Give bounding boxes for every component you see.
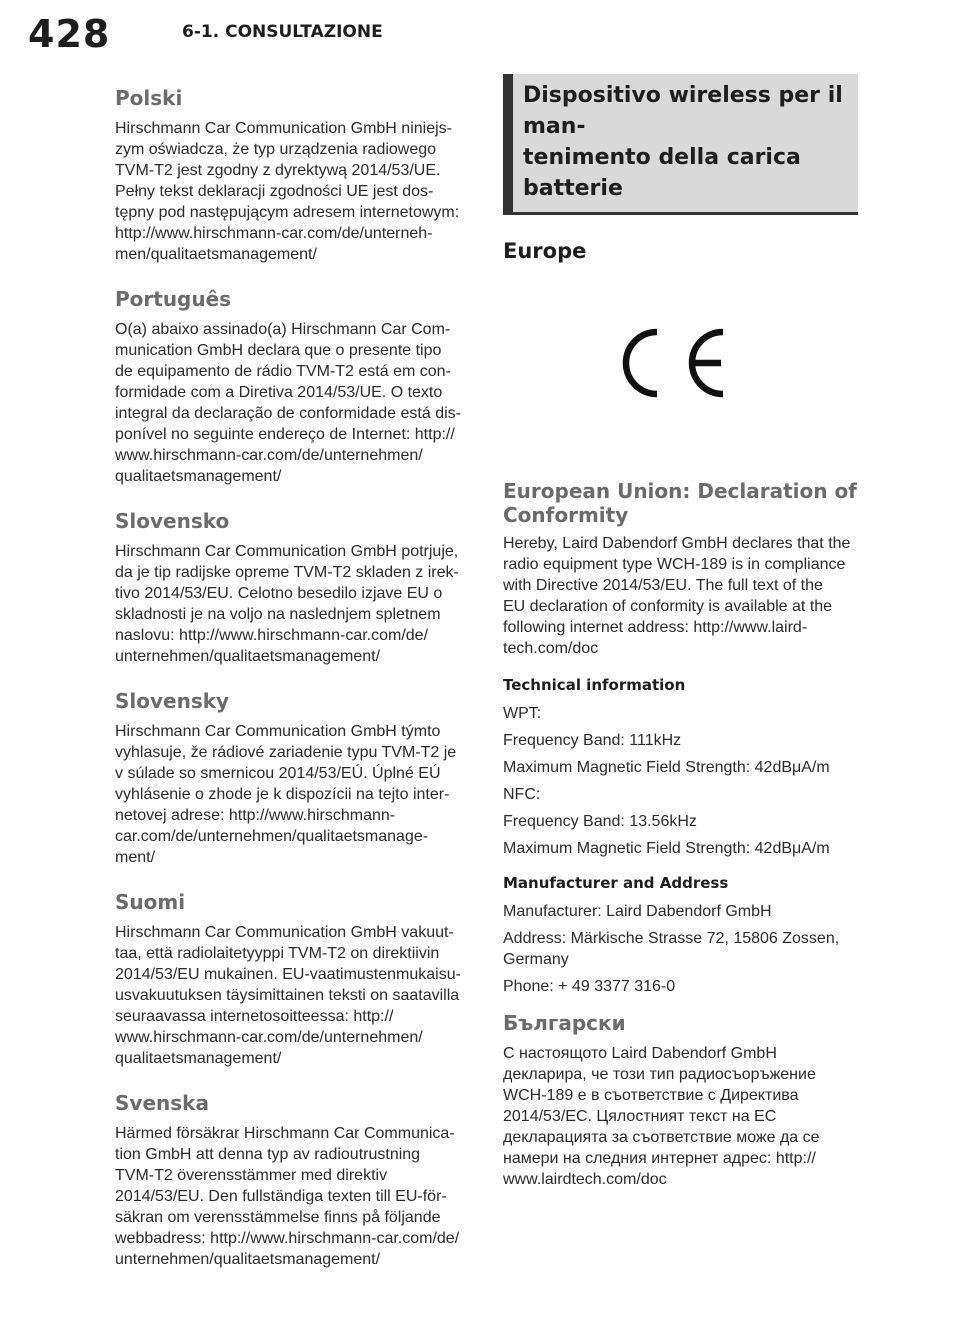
text-line: seuraavassa internetosoitteessa: http:// [115, 1008, 394, 1025]
manufacturer-line: Address: Märkische Strasse 72, 15806 Zossen, Germany [503, 930, 840, 968]
text-line: 2014/53/EU. Den fullständiga texten till EU-för- [115, 1188, 447, 1205]
text-line: 2014/53/ЕС. Цялостният текст на ЕС [503, 1108, 777, 1125]
section-text [115, 922, 465, 1069]
technical-info-title: Technical information [503, 676, 686, 694]
text-line: qualitaetsmanagement/ [115, 468, 282, 485]
section-suomi [115, 890, 465, 1069]
chapter-title: 6-1. CONSULTAZIONE [182, 22, 383, 42]
text-line: unternehmen/qualitaetsmanagement/ [115, 1251, 381, 1268]
box-heading [503, 74, 858, 215]
text-line: de equipamento de rádio TVM-T2 está em con- [115, 363, 451, 380]
text-line: Hirschmann Car Communication GmbH týmto [115, 723, 441, 740]
text-line: v súlade so smernicou 2014/53/EÚ. Úplné EÚ [115, 765, 441, 782]
text-line: tivo 2014/53/EU. Celotno besedilo izjave EU o [115, 585, 443, 602]
text-line: WCH-189 е в съответствие с Директива [503, 1087, 799, 1104]
text-line: tech.com/doc [503, 640, 599, 657]
text-line: www.hirschmann-car.com/de/unternehmen/ [115, 447, 423, 464]
tech-line: Maximum Magnetic Field Strength: 42dBμA/m [503, 840, 830, 857]
section-slovensko [115, 509, 465, 667]
text-line: TVM-T2 jest zgodny z dyrektywą 2014/53/UE. [115, 162, 441, 179]
ce-mark-icon [621, 327, 733, 399]
ce-mark [503, 263, 858, 479]
text-line: www.hirschmann-car.com/de/unternehmen/ [115, 1029, 423, 1046]
title-line: European Union: Declaration of [503, 479, 857, 503]
title-line: Conformity [503, 503, 629, 527]
box-heading-line: tenimento della carica batterie [523, 145, 801, 201]
section-slovensky [115, 689, 465, 868]
tech-line: Maximum Magnetic Field Strength: 42dBμA/m [503, 759, 830, 776]
section-title: Svenska [115, 1091, 209, 1115]
text-line: skladnosti je na voljo na naslednjem spletnem [115, 606, 441, 623]
text-line: da je tip radijske opreme TVM-T2 skladen z irek- [115, 564, 459, 581]
text-line: tępny pod następującym adresem internetowym: [115, 204, 460, 221]
tech-line: WPT: [503, 705, 542, 722]
text-line: men/qualitaetsmanagement/ [115, 246, 317, 263]
eu-declaration-text [503, 533, 858, 659]
manufacturer-info [503, 873, 858, 997]
section-title: Polski [115, 86, 183, 110]
section-text [115, 721, 465, 868]
box-heading-line: Dispositivo wireless per il man- [523, 83, 843, 139]
tech-line: NFC: [503, 786, 541, 803]
section-text [115, 1123, 465, 1270]
text-line: formidade com a Diretiva 2014/53/UE. O texto [115, 384, 443, 401]
text-line: http://www.hirschmann-car.com/de/unterneh- [115, 225, 433, 242]
section-title-bulgarian: Български [503, 1011, 626, 1035]
section-text [115, 541, 465, 667]
text-line: car.com/de/unternehmen/qualitaetsmanage- [115, 828, 429, 845]
text-line: usvakuutuksen täysimittainen teksti on saatavilla [115, 987, 460, 1004]
page-number: 428 [28, 12, 111, 56]
right-column [503, 74, 858, 1190]
text-line: декларира, че този тип радиосъоръжение [503, 1066, 816, 1083]
section-text [115, 319, 465, 487]
tech-line: Frequency Band: 111kHz [503, 732, 682, 749]
text-line: following internet address: http://www.laird- [503, 619, 808, 636]
text-line: Härmed försäkrar Hirschmann Car Communica- [115, 1125, 455, 1142]
section-polski [115, 86, 465, 265]
text-line: EU declaration of conformity is available at the [503, 598, 833, 615]
text-line: with Directive 2014/53/EU. The full text of the [503, 577, 823, 594]
text-line: zym oświadcza, że typ urządzenia radiowego [115, 141, 437, 158]
text-line: намери на следния интернет адрес: http:// [503, 1150, 816, 1167]
text-line: Hirschmann Car Communication GmbH niniejs- [115, 120, 452, 137]
section-svenska [115, 1091, 465, 1270]
text-line: vyhlásenie o zhode je k dispozícii na tejto inter- [115, 786, 450, 803]
left-column [115, 86, 465, 1292]
eu-declaration-title [503, 479, 858, 527]
manufacturer-line: Manufacturer: Laird Dabendorf GmbH [503, 903, 772, 920]
text-line: integral da declaração de conformidade está dis- [115, 405, 461, 422]
manufacturer-line: Phone: + 49 3377 316-0 [503, 978, 676, 995]
section-title: Suomi [115, 890, 186, 914]
text-line: radio equipment type WCH-189 is in compliance [503, 556, 846, 573]
text-line: tion GmbH att denna typ av radioutrustning [115, 1146, 421, 1163]
bulgarian-text [503, 1043, 858, 1190]
text-line: С настоящото Laird Dabendorf GmbH [503, 1045, 777, 1062]
text-line: Hirschmann Car Communication GmbH vakuut- [115, 924, 454, 941]
text-line: Pełny tekst deklaracji zgodności UE jest dos- [115, 183, 434, 200]
text-line: vyhlasuje, že rádiové zariadenie typu TVM-T2 je [115, 744, 457, 761]
text-line: Hereby, Laird Dabendorf GmbH declares that the [503, 535, 851, 552]
text-line: TVM-T2 överensstämmer med direktiv [115, 1167, 388, 1184]
section-text [115, 118, 465, 265]
region-title: Europe [503, 239, 587, 263]
text-line: taa, että radiolaitetyyppi TVM-T2 on direktiivin [115, 945, 440, 962]
text-line: ment/ [115, 849, 156, 866]
text-line: 2014/53/EU mukainen. EU-vaatimustenmukaisu- [115, 966, 461, 983]
text-line: netovej adrese: http://www.hirschmann- [115, 807, 396, 824]
section-portugues [115, 287, 465, 487]
text-line: säkran om verensstämmelse finns på följande [115, 1209, 441, 1226]
text-line: qualitaetsmanagement/ [115, 1050, 282, 1067]
section-title: Slovensko [115, 509, 230, 533]
text-line: ponível no seguinte endereço de Internet: http:// [115, 426, 455, 443]
text-line: webbadress: http://www.hirschmann-car.com/de/ [115, 1230, 460, 1247]
section-title: Slovensky [115, 689, 230, 713]
section-title: Português [115, 287, 232, 311]
technical-info [503, 675, 858, 859]
text-line: декларацията за съответствие може да се [503, 1129, 820, 1146]
text-line: naslovu: http://www.hirschmann-car.com/de/ [115, 627, 429, 644]
text-line: munication GmbH declara que o presente tipo [115, 342, 442, 359]
text-line: O(a) abaixo assinado(a) Hirschmann Car Com- [115, 321, 451, 338]
tech-line: Frequency Band: 13.56kHz [503, 813, 697, 830]
text-line: www.lairdtech.com/doc [503, 1171, 667, 1188]
text-line: Hirschmann Car Communication GmbH potrjuje, [115, 543, 459, 560]
manufacturer-title: Manufacturer and Address [503, 874, 729, 892]
text-line: unternehmen/qualitaetsmanagement/ [115, 648, 381, 665]
